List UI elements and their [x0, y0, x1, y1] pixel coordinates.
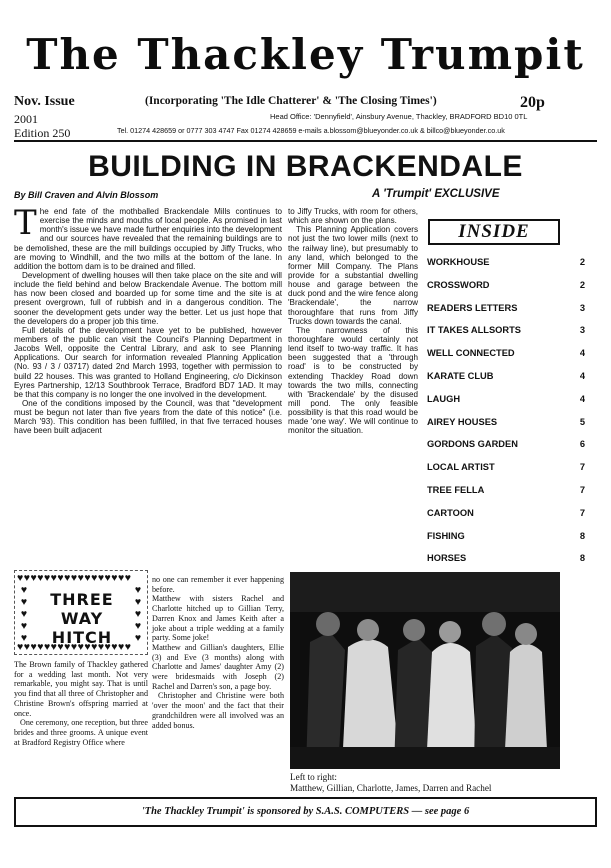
- inside-item-page: 3: [579, 325, 585, 336]
- wedding-heading-box: [14, 570, 148, 655]
- lead-byline: By Bill Craven and Alvin Blossom: [14, 190, 159, 200]
- inside-item-page: 5: [579, 416, 585, 427]
- lead-paragraph-7: The narrowness of this thoroughfare would certainly not lend itself to two-way traffic. It has been suggested that a 'through road' is to be constructed by extending Thackley Road down towards the two mills, connecting with 'Brackendale' by the disused mill pond. The only feasible possibility is that this road would be made 'one way'. We will continue to monitor the situation.: [288, 325, 418, 436]
- wedding-title: [37, 590, 127, 647]
- wedding-paragraph-5: Matthew and Gillian's daughters, Ellie (3) and Eve (3 months) along with Charlotte and James' daughter Amy (2) were bridesmaids with Joseph (2) Rachel and Darren's son, a page boy.: [152, 642, 284, 691]
- inside-item: [427, 280, 597, 303]
- lead-paragraph-5: to Jiffy Trucks, with room for others, which are shown on the plans.: [288, 207, 418, 226]
- inside-item-page: 8: [579, 530, 585, 541]
- inside-item: [427, 371, 597, 394]
- lead-paragraph-1: he end fate of the mothballed Brackendale Mills continues to exercise the minds and mouths of local people. As promised in last month's issue we have made further enquiries into the development and our sources have revealed that the remaining buildings are to be demolished, these are the mill buildings occupied by Jiffy Trucks, who are moving to Windhill, and the two mills at the bottom of the lane. In addition the bottom dam is to be drained and filled.: [14, 207, 282, 271]
- inside-item: [427, 257, 597, 280]
- wedding-column-1: [14, 660, 148, 747]
- sponsor-banner: 'The Thackley Trumpit' is sponsored by S.A.S. COMPUTERS — see page 6: [14, 797, 597, 827]
- inside-item-title: CROSSWORD: [427, 279, 490, 290]
- inside-item-title: LOCAL ARTIST: [427, 462, 495, 473]
- inside-item-page: 2: [579, 279, 585, 290]
- inside-item: [427, 303, 597, 326]
- lead-headline: BUILDING IN BRACKENDALE: [88, 150, 523, 183]
- inside-item: [427, 439, 597, 462]
- exclusive-tag: A 'Trumpit' EXCLUSIVE: [372, 188, 500, 200]
- contact-details: Tel. 01274 428659 or 0777 303 4747 Fax 01274 428659 e-mails a.blossom@blueyonder.co.uk & billco@blueyonder.co.uk: [117, 126, 505, 135]
- inside-item-page: 4: [579, 393, 585, 404]
- inside-item-title: TREE FELLA: [427, 484, 485, 495]
- inside-item-title: WELL CONNECTED: [427, 348, 515, 359]
- inside-item-title: AIREY HOUSES: [427, 416, 498, 427]
- inside-item: [427, 485, 597, 508]
- caption-line-2: Matthew, Gillian, Charlotte, James, Darren and Rachel: [290, 783, 492, 794]
- wedding-column-2: [152, 575, 284, 730]
- wedding-paragraph-4: Matthew with sisters Rachel and Charlotte hitched up to Gillian Terry, Darren Knox and James Keith after a joke about a triple wedding at a family party. Some joke!: [152, 594, 284, 643]
- inside-item-page: 7: [579, 484, 585, 495]
- inside-item: [427, 394, 597, 417]
- inside-item-title: CARTOON: [427, 507, 474, 518]
- inside-contents-list: [427, 257, 597, 576]
- lead-paragraph-2: Development of dwelling houses will then take place on the site and will include the field behind and below Brackendale Avenue. The bottom mill has now been closed and boarded up for some time and the site is at present overgrown, full of rubbish and in a dangerous condition. The sooner the development gets under way the better. Let us just hope that the developers do a proper job this time.: [14, 270, 282, 326]
- wedding-paragraph-6: Christopher and Christine were both 'over the moon' and the fact that their grandchildren were all involved was an added bonus.: [152, 691, 284, 730]
- inside-item-page: 4: [579, 348, 585, 359]
- drop-cap: T: [14, 203, 37, 243]
- heart-border-right: ♥ ♥ ♥ ♥ ♥: [134, 585, 142, 644]
- issue-year: 2001: [14, 112, 38, 126]
- issue-label: Nov. Issue: [14, 94, 75, 109]
- heart-border-bottom: ♥♥♥♥♥♥♥♥♥♥♥♥♥♥♥♥♥: [17, 642, 132, 653]
- lead-paragraph-3: Full details of the development have yet to be published, however members of the public can visit the Council's Planning Department in Jacobs Well, opposite the Central Library, and ask to see Planning Applications. Our search for information revealed Planning Application (No. 93 / 3 / 03717) dated 2nd March 1993, together with permission to build 22 houses. This was granted to Holland Engineering, c/o Dickinson Eyres Partnership, 12/13 Southbrook Terrace, Bradford BD7 1AD. It may be that this company is no longer the one involved in the development.: [14, 325, 282, 399]
- inside-item-title: IT TAKES ALLSORTS: [427, 325, 521, 336]
- inside-item: [427, 462, 597, 485]
- inside-item-title: KARATE CLUB: [427, 370, 494, 381]
- inside-item-title: WORKHOUSE: [427, 257, 490, 267]
- wedding-paragraph-3: no one can remember it ever happening before.: [152, 575, 284, 594]
- wedding-paragraph-1: The Brown family of Thackley gathered for a wedding last month. Not very remarkable, you might say. That is until you find that all three of Christopher and Christine Brown's offspring married at once.: [14, 660, 148, 718]
- inside-item-title: HORSES: [427, 553, 467, 564]
- inside-item: [427, 508, 597, 531]
- heart-border-top: ♥♥♥♥♥♥♥♥♥♥♥♥♥♥♥♥♥: [17, 573, 132, 584]
- wedding-title-line-1: THREE WAY: [50, 590, 114, 628]
- heart-border-left: ♥ ♥ ♥ ♥ ♥: [20, 585, 28, 644]
- wedding-photo: [290, 572, 560, 769]
- incorporating-line: (Incorporating 'The Idle Chatterer' & 'The Closing Times'): [145, 95, 437, 107]
- inside-item-page: 4: [579, 370, 585, 381]
- inside-item: [427, 348, 597, 371]
- head-office: Head Office: 'Dennyfield', Ainsbury Avenue, Thackley, BRADFORD BD10 0TL: [270, 112, 528, 121]
- lead-paragraph-4: One of the conditions imposed by the Council, was that "development must be begun not later than five years from the date of this notice" (i.e. March '93). This condition has been fulfilled, in that five terraced houses have been built adjacent: [14, 398, 282, 436]
- lead-column-2: [288, 207, 418, 436]
- photo-caption: [290, 772, 590, 794]
- inside-heading: INSIDE: [428, 219, 560, 245]
- lead-paragraph-6: This Planning Application covers not just the two lower mills (next to the railway line), but presumably to any land, which belonged to the former Mill Company. The Plans provide for a substantial dwelling house and garage between the duck pond and the wire fence along 'Brackendale', the narrow thoroughfare that runs from Jiffy Trucks down towards the canal.: [288, 225, 418, 326]
- inside-item: [427, 531, 597, 554]
- wedding-title-line-2: HITCH: [51, 628, 113, 647]
- wedding-paragraph-2: One ceremony, one reception, but three brides and three grooms. A unique event at Bradford Registry Office where: [14, 718, 148, 747]
- price: 20p: [520, 94, 545, 111]
- inside-item-page: 8: [579, 553, 585, 564]
- inside-item-page: 7: [579, 507, 585, 518]
- inside-item-title: FISHING: [427, 530, 465, 541]
- masthead-title: The Thackley Trumpit: [26, 30, 585, 79]
- wedding-photo-image: [290, 572, 560, 769]
- inside-item: [427, 325, 597, 348]
- inside-item-page: 7: [579, 462, 585, 473]
- lead-column-1: [14, 203, 282, 436]
- masthead-divider: [14, 140, 597, 142]
- inside-item: [427, 417, 597, 440]
- inside-item-title: GORDONS GARDEN: [427, 439, 518, 450]
- inside-item-title: READERS LETTERS: [427, 302, 518, 313]
- caption-line-1: Left to right:: [290, 772, 337, 782]
- issue-edition: Edition 250: [14, 126, 71, 140]
- inside-item-page: 2: [579, 257, 585, 267]
- inside-item-page: 3: [579, 302, 585, 313]
- inside-item-page: 6: [579, 439, 585, 450]
- inside-item-title: LAUGH: [427, 393, 461, 404]
